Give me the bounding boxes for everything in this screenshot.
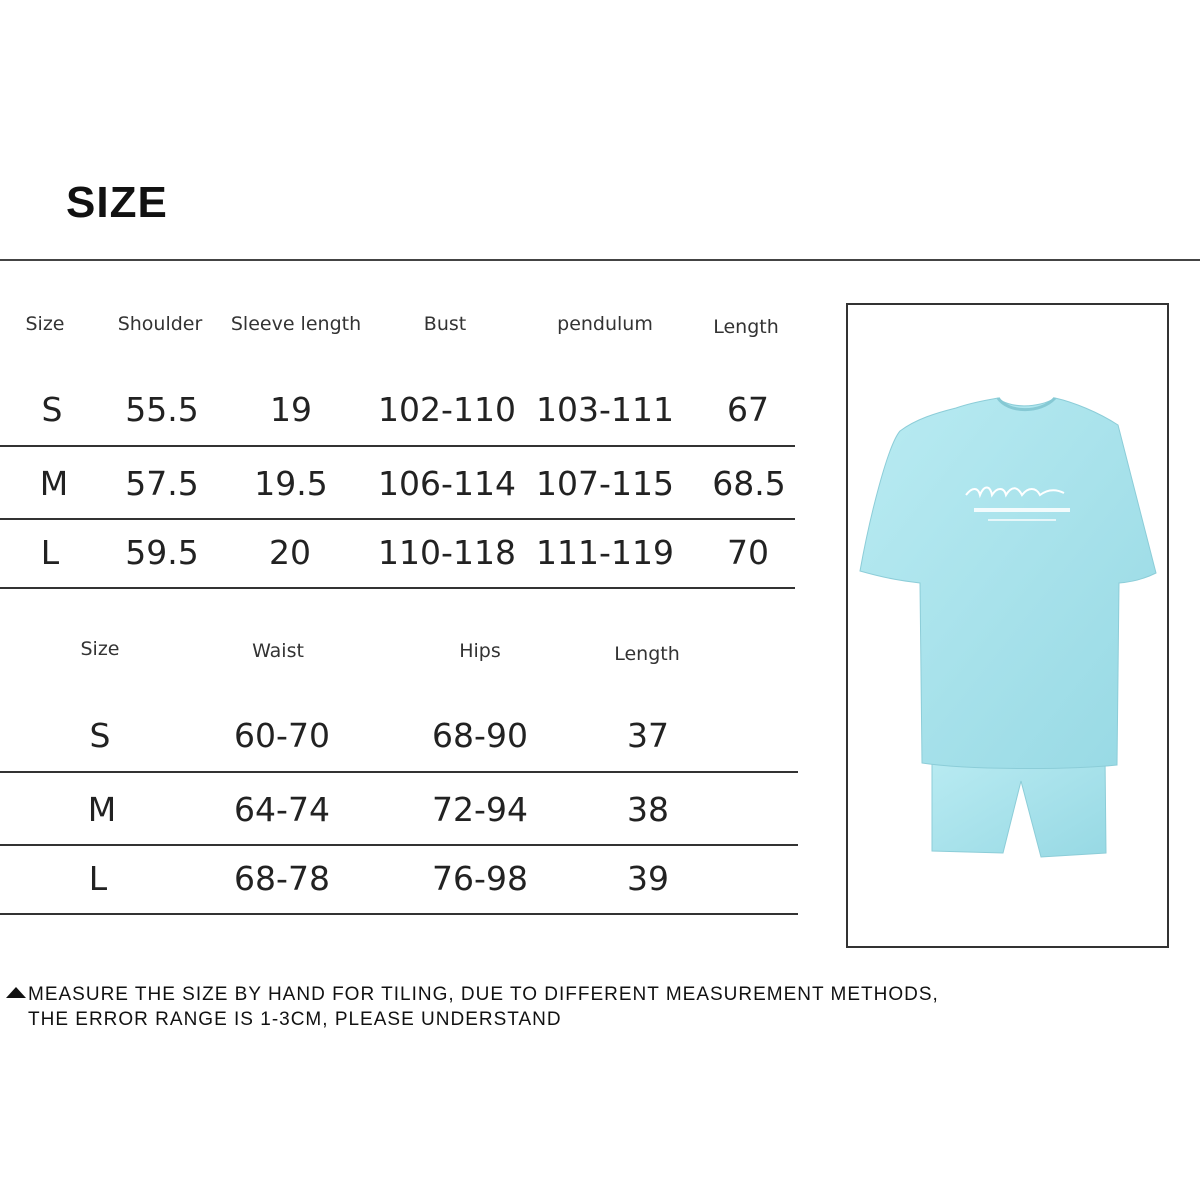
cell-length: 70 (727, 533, 769, 572)
bottom-header-size: Size (80, 638, 120, 660)
bottom-header-length: Length (614, 643, 680, 665)
row-divider (0, 771, 798, 773)
note-line-1: MEASURE THE SIZE BY HAND FOR TILING, DUE TO DIFFERENT MEASUREMENT METHODS, (28, 984, 939, 1005)
measurement-note (4, 982, 939, 1032)
cell-size: L (40, 533, 60, 572)
cell-length: 37 (627, 716, 669, 755)
cell-length: 39 (627, 859, 669, 898)
top-header-bust: Bust (423, 313, 467, 335)
cell-length: 68.5 (712, 464, 786, 503)
product-photo-frame (846, 303, 1169, 948)
row-divider (0, 913, 798, 915)
tshirt-shorts-image (848, 305, 1167, 946)
top-header-pendulum: pendulum (557, 313, 653, 335)
cell-bust: 106-114 (378, 464, 516, 503)
row-divider (0, 587, 795, 589)
cell-pendulum: 107-115 (536, 464, 674, 503)
cell-hips: 76-98 (432, 859, 528, 898)
cell-sleeve-length: 19 (270, 390, 312, 429)
cell-size: L (88, 859, 108, 898)
title-divider (0, 259, 1200, 261)
cell-length: 38 (627, 790, 669, 829)
cell-length: 67 (727, 390, 769, 429)
cell-sleeve-length: 20 (269, 533, 311, 572)
cell-waist: 68-78 (234, 859, 330, 898)
cell-shoulder: 57.5 (125, 464, 199, 503)
cell-shoulder: 55.5 (125, 390, 199, 429)
cell-pendulum: 111-119 (536, 533, 674, 572)
cell-bust: 102-110 (378, 390, 516, 429)
bottom-header-waist: Waist (252, 640, 304, 662)
cell-hips: 72-94 (432, 790, 528, 829)
cell-size: M (87, 790, 117, 829)
row-divider (0, 445, 795, 447)
row-divider (0, 844, 798, 846)
cell-sleeve-length: 19.5 (254, 464, 328, 503)
top-header-length: Length (713, 316, 779, 338)
cell-size: M (39, 464, 69, 503)
top-header-sleeve-length: Sleeve length (230, 313, 362, 335)
cell-size: S (89, 716, 111, 755)
page-title: SIZE (66, 178, 168, 227)
triangle-up-icon (4, 982, 28, 1007)
tshirt-shape (860, 398, 1156, 769)
cell-hips: 68-90 (432, 716, 528, 755)
shorts-shape (932, 755, 1106, 857)
bottom-header-hips: Hips (459, 640, 501, 662)
cell-waist: 64-74 (234, 790, 330, 829)
cell-size: S (41, 390, 63, 429)
cell-pendulum: 103-111 (536, 390, 674, 429)
note-line-2: THE ERROR RANGE IS 1-3CM, PLEASE UNDERSTAND (28, 1009, 562, 1030)
top-header-shoulder: Shoulder (117, 313, 203, 335)
row-divider (0, 518, 795, 520)
top-header-size: Size (25, 313, 65, 335)
cell-waist: 60-70 (234, 716, 330, 755)
cell-bust: 110-118 (378, 533, 516, 572)
cell-shoulder: 59.5 (125, 533, 199, 572)
